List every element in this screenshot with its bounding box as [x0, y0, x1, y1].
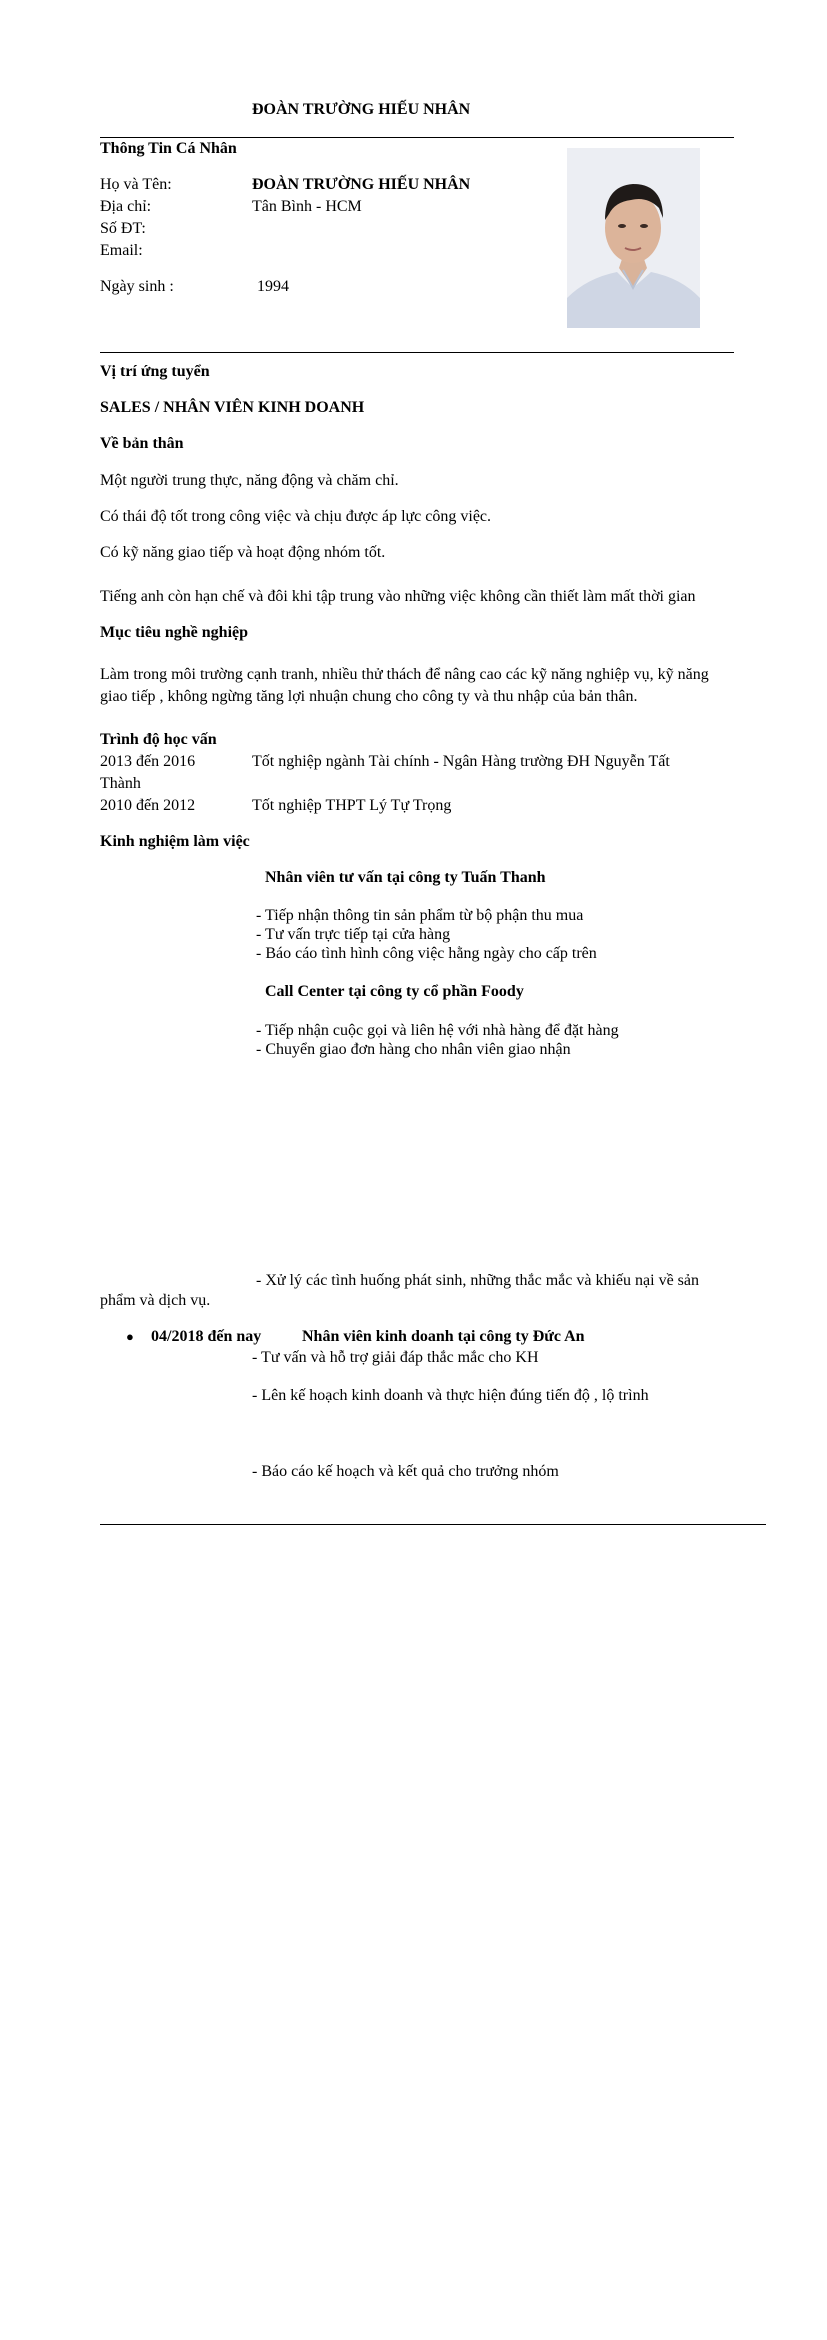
job-title: Call Center tại công ty cổ phần Foody: [265, 983, 524, 1000]
job-period: 04/2018 đến nay: [151, 1328, 262, 1345]
divider: [100, 1524, 766, 1525]
job-task: - Báo cáo kế hoạch và kết quả cho trưởng nhóm: [252, 1463, 559, 1480]
job-task: - Xử lý các tình huống phát sinh, những thắc mắc và khiếu nại về sản: [256, 1272, 700, 1289]
goal-text: Làm trong môi trường cạnh tranh, nhiều thử thách để nâng cao các kỹ năng nghiệp vụ, kỹ năng giao tiếp , không ngừng tăng lợi nhuận chung cho công ty và thu nhập của bản thân.: [100, 666, 709, 705]
section-heading-goal: Mục tiêu nghề nghiệp: [100, 624, 249, 641]
field-value-name: ĐOÀN TRƯỜNG HIẾU NHÂN: [252, 176, 471, 193]
job-task: - Báo cáo tình hình công việc hằng ngày cho cấp trên: [256, 945, 597, 962]
job-task: - Tư vấn trực tiếp tại cửa hàng: [256, 926, 451, 943]
divider: [100, 352, 734, 353]
field-label-phone: Số ĐT:: [100, 220, 146, 237]
field-label-email: Email:: [100, 242, 143, 259]
education-period: 2010 đến 2012: [100, 797, 196, 814]
job-title: Nhân viên tư vấn tại công ty Tuấn Thanh: [265, 869, 546, 886]
job-title: Nhân viên kinh doanh tại công ty Đức An: [302, 1328, 585, 1345]
section-heading-about: Về bản thân: [100, 435, 184, 452]
page-title: ĐOÀN TRƯỜNG HIẾU NHÂN: [252, 101, 471, 118]
field-label-birth: Ngày sinh :: [100, 278, 174, 295]
divider: [100, 137, 734, 138]
section-heading-position: Vị trí ứng tuyển: [100, 363, 210, 380]
education-desc: Tốt nghiệp THPT Lý Tự Trọng: [252, 797, 452, 814]
person-portrait-icon: [567, 148, 700, 328]
job-task: - Tiếp nhận thông tin sản phẩm từ bộ phận thu mua: [256, 907, 584, 924]
about-line: Một người trung thực, năng động và chăm chỉ.: [100, 472, 399, 489]
about-line: Có kỹ năng giao tiếp và hoạt động nhóm tốt.: [100, 544, 386, 561]
job-task: - Lên kế hoạch kinh doanh và thực hiện đúng tiến độ , lộ trình: [252, 1387, 649, 1404]
about-line: Có thái độ tốt trong công việc và chịu được áp lực công việc.: [100, 508, 492, 525]
field-value-birth: 1994: [257, 278, 289, 295]
about-line: Tiếng anh còn hạn chế và đôi khi tập trung vào những việc không cần thiết làm mất thời gian: [100, 588, 696, 605]
education-desc: Tốt nghiệp ngành Tài chính - Ngân Hàng trường ĐH Nguyễn Tất: [252, 753, 670, 770]
education-period: 2013 đến 2016: [100, 753, 196, 770]
section-heading-experience: Kinh nghiệm làm việc: [100, 833, 250, 850]
job-task: - Chuyển giao đơn hàng cho nhân viên giao nhận: [256, 1041, 571, 1058]
bullet-icon: ●: [126, 1329, 134, 1344]
section-heading-personal: Thông Tin Cá Nhân: [100, 140, 237, 157]
job-task-cont: phẩm và dịch vụ.: [100, 1292, 211, 1309]
job-task: - Tư vấn và hỗ trợ giải đáp thắc mắc cho KH: [252, 1349, 539, 1366]
job-task: - Tiếp nhận cuộc gọi và liên hệ với nhà hàng để đặt hàng: [256, 1022, 619, 1039]
field-value-address: Tân Bình - HCM: [252, 198, 362, 215]
profile-photo: [567, 148, 700, 328]
field-label-name: Họ và Tên:: [100, 176, 172, 193]
section-heading-education: Trình độ học vấn: [100, 731, 217, 748]
position-value: SALES / NHÂN VIÊN KINH DOANH: [100, 399, 365, 416]
education-desc-cont: Thành: [100, 775, 141, 792]
field-label-address: Địa chỉ:: [100, 198, 152, 215]
